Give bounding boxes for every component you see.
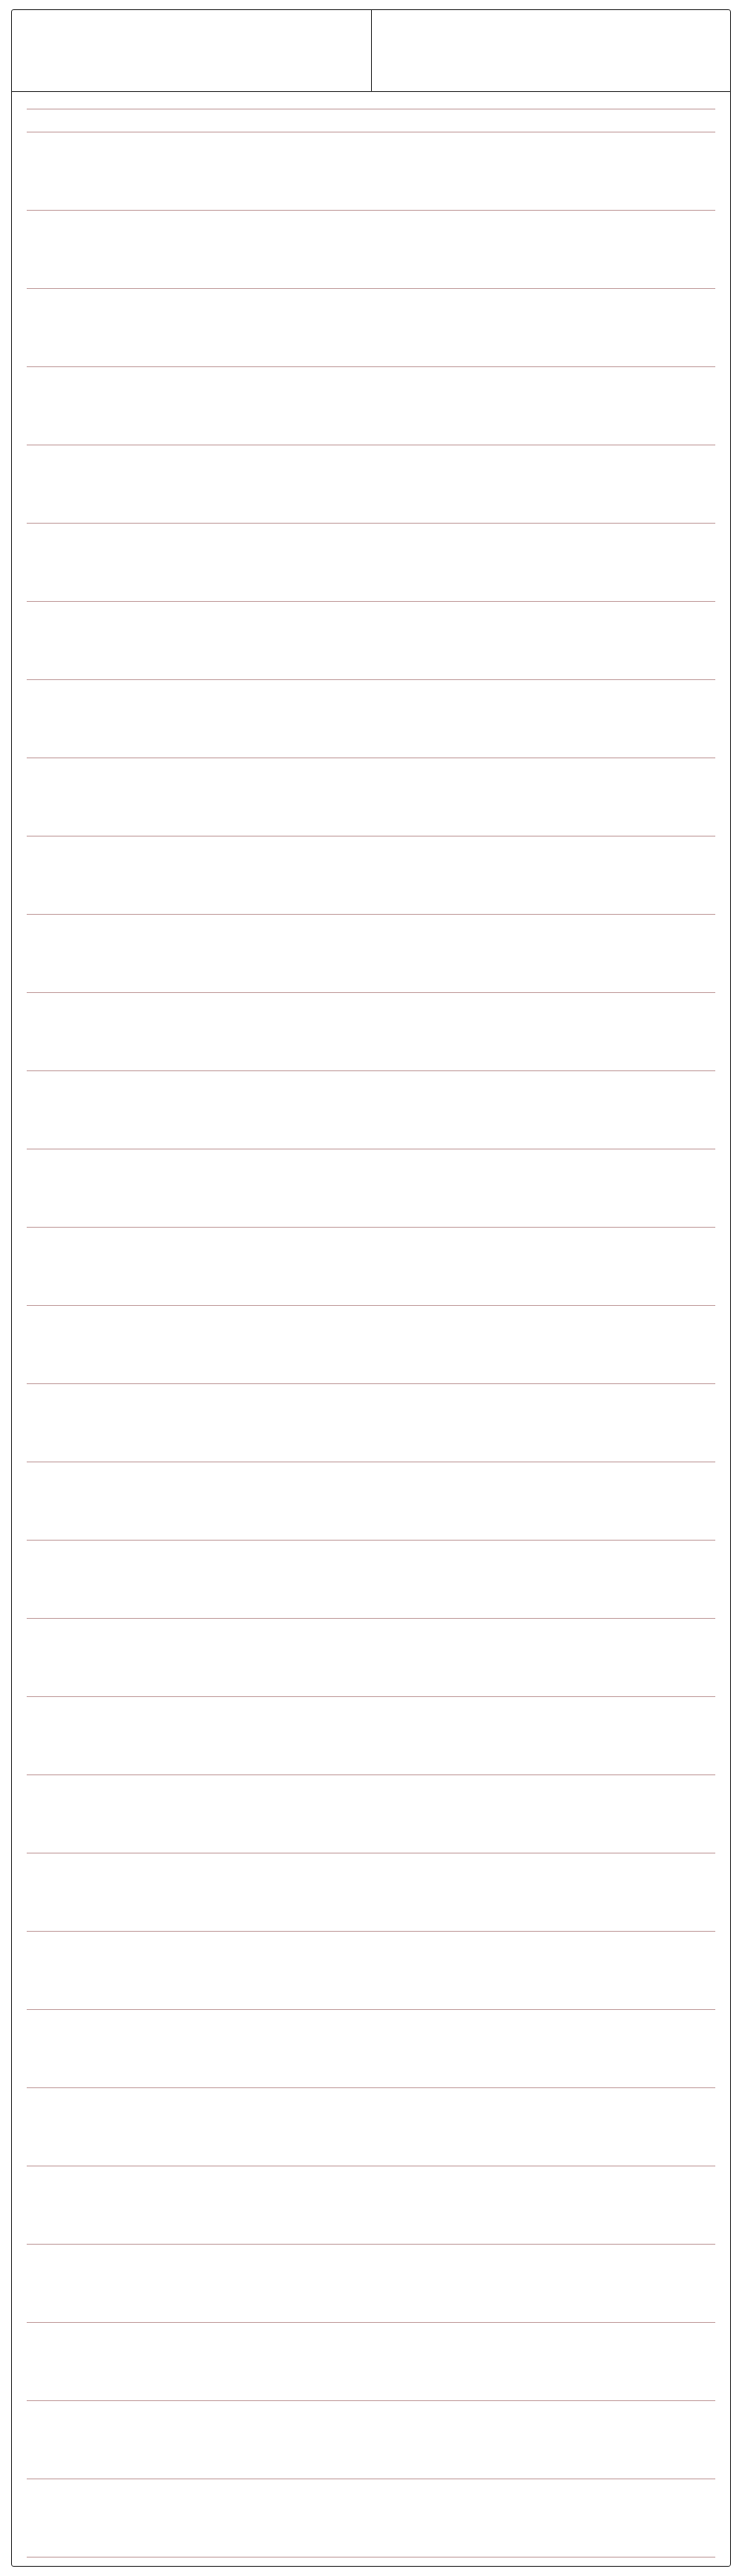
divider: [27, 992, 715, 993]
divider: [27, 1696, 715, 1697]
notice-paragraph: [12, 999, 730, 1065]
notice-paragraph: [12, 2016, 730, 2082]
notice-paragraph: [12, 2485, 730, 2551]
divider: [27, 679, 715, 680]
notice-paragraph: [12, 1077, 730, 1143]
divider: [27, 2009, 715, 2010]
divider: [27, 2557, 715, 2558]
notice-paragraph: [12, 1937, 730, 2004]
notice-paragraph: [12, 1155, 730, 1221]
notice-greeting: [12, 115, 730, 126]
divider: [27, 1070, 715, 1071]
notice-paragraph: [12, 1703, 730, 1769]
divider: [27, 1383, 715, 1384]
divider: [27, 366, 715, 367]
divider: [27, 2478, 715, 2479]
notice-paragraph: [12, 1233, 730, 1300]
divider: [27, 1227, 715, 1228]
notice-paragraph: [12, 295, 730, 361]
notice-paragraph: [12, 2407, 730, 2473]
divider: [27, 1461, 715, 1462]
divider: [27, 601, 715, 602]
notice-paragraph: [12, 373, 730, 439]
divider: [27, 132, 715, 133]
notice-paragraph: [12, 686, 730, 752]
notice-paragraph: [12, 2094, 730, 2160]
notice-header: [12, 10, 730, 92]
divider: [27, 523, 715, 524]
divider: [27, 836, 715, 837]
header-right-column: [372, 10, 731, 91]
notice-body: [12, 132, 730, 2567]
divider: [27, 1931, 715, 1932]
notice-subject: [12, 92, 730, 103]
notice-paragraph: [12, 1390, 730, 1456]
notice-paragraph: [12, 529, 730, 595]
divider: [27, 1774, 715, 1775]
notice-frame: [11, 9, 731, 2567]
divider: [27, 288, 715, 289]
notice-paragraph: [12, 607, 730, 674]
notice-paragraph: [12, 2250, 730, 2316]
divider: [27, 2244, 715, 2245]
notice-paragraph: [12, 1624, 730, 1691]
notice-paragraph: [12, 842, 730, 908]
notice-paragraph: [12, 2172, 730, 2238]
notice-paragraph: [12, 920, 730, 987]
notice-paragraph: [12, 451, 730, 517]
divider: [27, 1540, 715, 1541]
divider: [27, 2322, 715, 2323]
divider: [27, 1853, 715, 1854]
notice-paragraph: [12, 2328, 730, 2395]
notice-paragraph: [12, 216, 730, 283]
divider: [27, 210, 715, 211]
notice-paragraph: [12, 1311, 730, 1378]
divider: [27, 109, 715, 110]
notice-paragraph: [12, 1781, 730, 1847]
header-left-column: [12, 10, 372, 91]
divider: [27, 1305, 715, 1306]
divider: [27, 757, 715, 758]
notice-paragraph: [12, 764, 730, 830]
divider: [27, 2087, 715, 2088]
divider: [27, 1618, 715, 1619]
notice-paragraph: [12, 1546, 730, 1612]
divider: [27, 914, 715, 915]
notice-paragraph: [12, 2563, 730, 2567]
divider: [27, 2400, 715, 2401]
notice-paragraph: [12, 138, 730, 204]
notice-paragraph: [12, 1468, 730, 1534]
notice-paragraph: [12, 1859, 730, 1925]
